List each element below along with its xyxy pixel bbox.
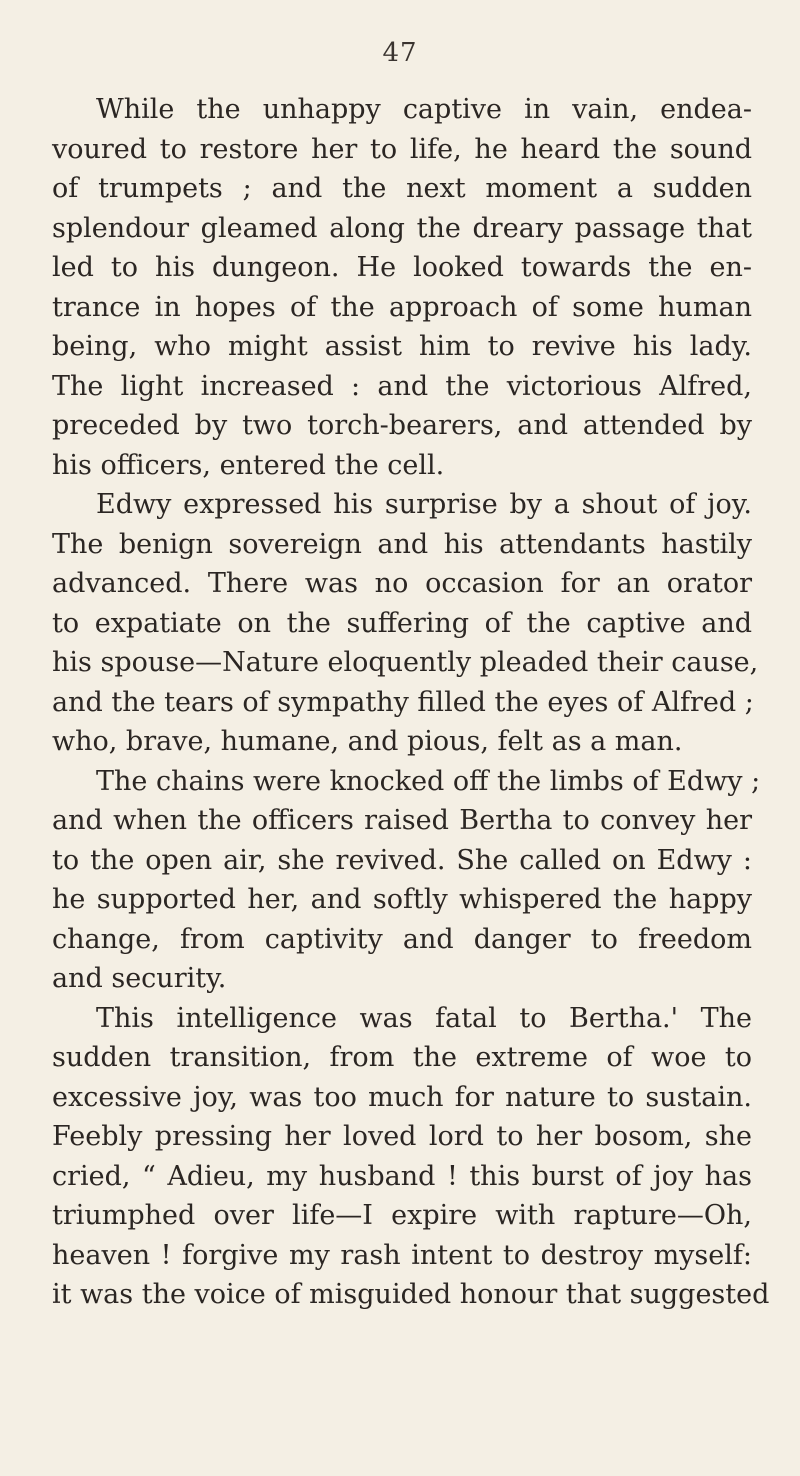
text-line: The chains were knocked off the limbs of Edwy ; xyxy=(96,765,761,797)
text-line: The light increased : and the victorious Alfred, xyxy=(52,370,752,402)
page-number: 47 xyxy=(382,38,418,68)
text-line: change, from captivity and danger to freedom xyxy=(52,923,752,955)
text-line: Edwy expressed his surprise by a shout of joy. xyxy=(96,489,752,520)
text-line: and when the officers raised Bertha to convey her xyxy=(52,805,752,836)
text-line: sudden transition, from the extreme of woe to xyxy=(52,1042,752,1073)
text-line: his spouse—Nature eloquently pleaded their cause, xyxy=(52,647,759,678)
text-line: heaven ! forgive my rash intent to destroy myself: xyxy=(52,1239,752,1271)
text-line: of trumpets ; and the next moment a sudden xyxy=(52,173,752,204)
text-line: splendour gleamed along the dreary passage that xyxy=(52,212,752,244)
text-line: triumphed over life—I expire with rapture—Oh, xyxy=(52,1200,752,1231)
text-line: to the open air, she revived. She called on Edwy : xyxy=(52,844,752,876)
text-line: he supported her, and softly whispered the happy xyxy=(52,884,752,915)
text-line: being, who might assist him to revive his lady. xyxy=(52,331,752,362)
text-line: led to his dungeon. He looked towards the en- xyxy=(52,252,752,283)
text-line: cried, “ Adieu, my husband ! this burst of joy has xyxy=(52,1160,752,1192)
text-line: it was the voice of misguided honour that suggested xyxy=(52,1279,770,1310)
text-line: trance in hopes of the approach of some human xyxy=(52,291,752,323)
text-line: preceded by two torch-bearers, and attended by xyxy=(52,410,752,441)
text-line: advanced. There was no occasion for an orator xyxy=(52,568,752,599)
text-line: and the tears of sympathy filled the eyes of Alfred ; xyxy=(52,686,754,718)
text-line: excessive joy, was too much for nature to sustain. xyxy=(52,1081,752,1113)
text-line: and security. xyxy=(52,963,227,994)
text-line: The benign sovereign and his attendants hastily xyxy=(52,528,752,560)
text-line: While the unhappy captive in vain, endea- xyxy=(96,94,752,125)
text-line: to expatiate on the suffering of the captive and xyxy=(52,607,752,639)
text-line: who, brave, humane, and pious, felt as a man. xyxy=(52,726,683,757)
text-line: his officers, entered the cell. xyxy=(52,449,445,481)
text-line: voured to restore her to life, he heard the sound xyxy=(52,133,752,165)
body-text xyxy=(52,90,770,1315)
text-line: Feebly pressing her loved lord to her bosom, she xyxy=(52,1121,752,1152)
text-line: This intelligence was fatal to Bertha.' The xyxy=(96,1002,752,1034)
